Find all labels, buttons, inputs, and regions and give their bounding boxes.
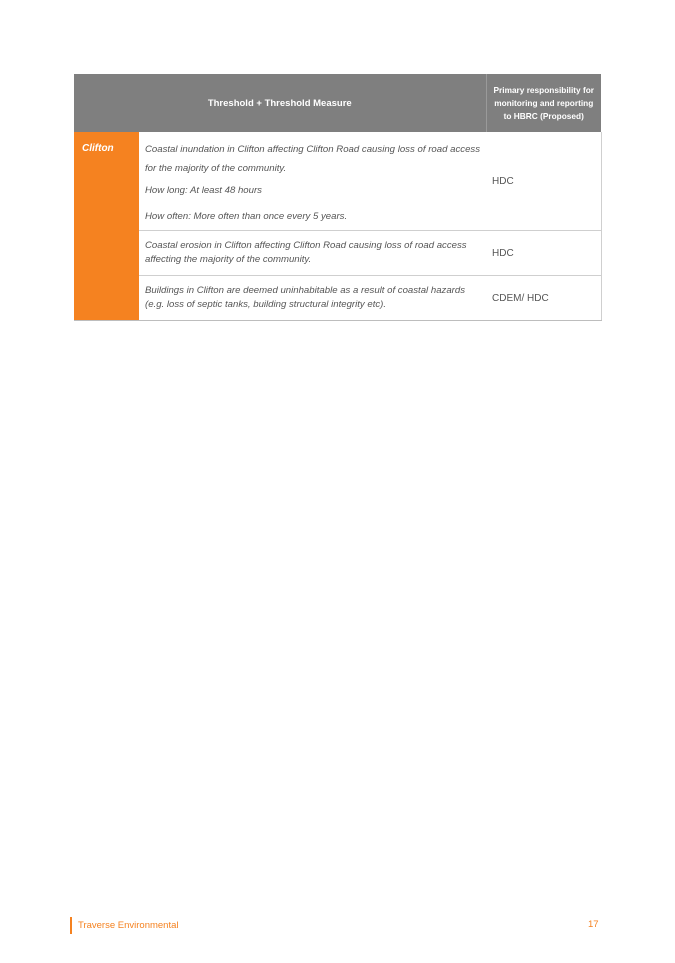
threshold-cell (139, 132, 486, 231)
threshold-cell (139, 231, 486, 276)
table-header-row (74, 74, 601, 132)
responsibility-cell: CDEM/ HDC (486, 276, 601, 321)
threshold-table (74, 74, 602, 321)
header-responsibility: Primary responsibility for monitoring and reporting to HBRC (Proposed) (486, 74, 601, 132)
footer-company: Traverse Environmental (78, 920, 179, 931)
responsibility-cell: HDC (486, 231, 601, 276)
threshold-text: Buildings in Clifton are deemed uninhabitable as a result of coastal hazards (e.g. loss of septic tanks, building structural integrity etc). (145, 285, 465, 310)
table-row (74, 231, 601, 276)
header-threshold-measure: Threshold + Threshold Measure (74, 74, 486, 132)
location-cell: Clifton (74, 132, 139, 321)
footer-accent-bar (70, 917, 72, 934)
table-row (74, 276, 601, 321)
threshold-text: Coastal erosion in Clifton affecting Clifton Road causing loss of road access affecting the majority of the community. (145, 240, 467, 265)
threshold-frequency: How often: More often than once every 5 years. (145, 211, 348, 222)
responsibility-cell: HDC (486, 132, 601, 231)
threshold-text: Coastal inundation in Clifton affecting Clifton Road causing loss of road access for the majority of the community. (145, 144, 481, 174)
threshold-duration: How long: At least 48 hours (145, 185, 262, 196)
table-row (74, 132, 601, 231)
page-number: 17 (588, 919, 599, 930)
threshold-cell (139, 276, 486, 321)
